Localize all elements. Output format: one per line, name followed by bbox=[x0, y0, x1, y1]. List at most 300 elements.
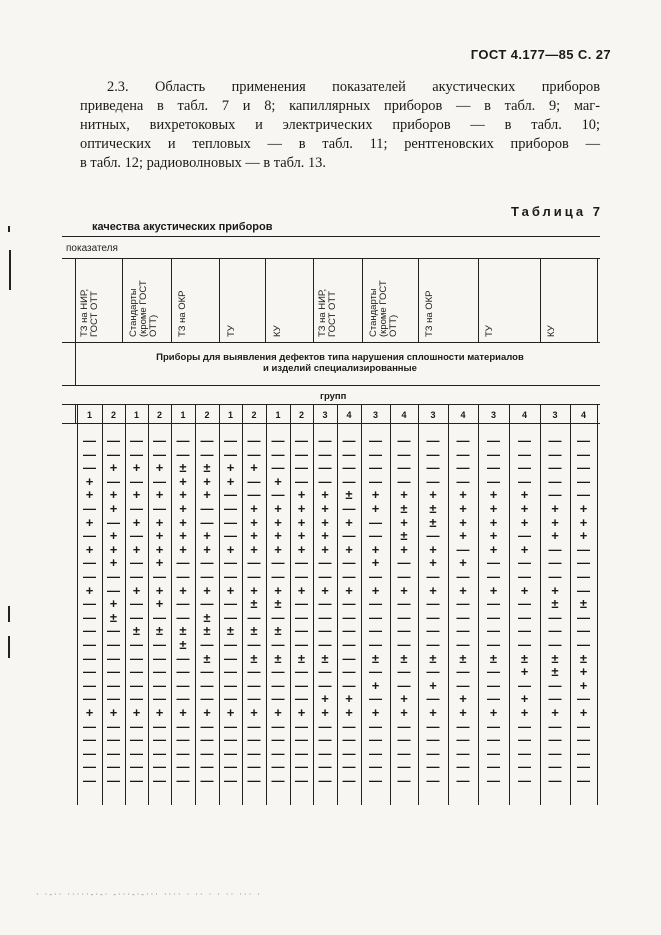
table-cell: — bbox=[487, 759, 500, 775]
table-cell: + bbox=[345, 514, 353, 530]
table-cell: — bbox=[200, 773, 214, 788]
table-cell: + bbox=[489, 487, 498, 503]
table-cell: — bbox=[295, 718, 308, 734]
table-cell: ± bbox=[226, 623, 235, 639]
table-cell: — bbox=[271, 487, 285, 503]
paragraph-line: нитных, вихретоковых и электрических приборов — в табл. 10; bbox=[80, 117, 600, 133]
table-cell: + bbox=[297, 541, 306, 557]
table-cell: — bbox=[83, 446, 96, 462]
table-cell: — bbox=[456, 745, 470, 761]
table-cell: + bbox=[85, 541, 94, 557]
table-rule bbox=[122, 258, 123, 342]
table-cell: + bbox=[459, 582, 467, 598]
table-cell: — bbox=[397, 555, 411, 571]
table-cell: — bbox=[518, 528, 531, 544]
table-cell: — bbox=[397, 677, 411, 693]
table-cell: — bbox=[200, 732, 214, 748]
table-cell: + bbox=[371, 555, 380, 571]
table-cell: — bbox=[295, 691, 308, 707]
table-rule bbox=[478, 258, 479, 342]
table-cell: — bbox=[456, 433, 470, 448]
table-cell: + bbox=[155, 705, 164, 720]
table-rule bbox=[540, 404, 541, 805]
column-number: 4 bbox=[346, 410, 352, 420]
table-cell: — bbox=[176, 691, 190, 707]
table-cell: — bbox=[107, 677, 120, 693]
table-cell: + bbox=[274, 582, 282, 598]
table-cell: — bbox=[397, 433, 411, 448]
table-cell: — bbox=[397, 569, 411, 584]
table-cell: — bbox=[107, 637, 120, 652]
table-cell: + bbox=[297, 514, 306, 530]
table-cell: — bbox=[176, 759, 190, 775]
table-cell: — bbox=[200, 677, 214, 693]
table-rule bbox=[390, 404, 391, 805]
table-cell: ± bbox=[250, 596, 258, 612]
table-cell: ± bbox=[179, 637, 187, 652]
table-cell: — bbox=[83, 759, 96, 775]
table-cell: — bbox=[200, 501, 214, 516]
page-header: ГОСТ 4.177—85 С. 27 bbox=[470, 47, 611, 62]
table-cell: — bbox=[518, 473, 531, 489]
table-cell: — bbox=[369, 637, 382, 652]
table-cell: — bbox=[224, 433, 237, 448]
table-cell: + bbox=[226, 460, 235, 476]
table-cell: ± bbox=[179, 623, 187, 639]
column-header: ТУ bbox=[226, 325, 237, 337]
table-cell: — bbox=[200, 596, 214, 612]
table-cell: — bbox=[247, 773, 261, 788]
table-cell: + bbox=[520, 541, 529, 557]
table-cell: + bbox=[551, 501, 559, 516]
table-cell: — bbox=[295, 555, 308, 571]
table-cell: — bbox=[107, 664, 120, 680]
table-cell: — bbox=[342, 650, 356, 666]
table-cell: — bbox=[153, 773, 166, 788]
table-cell: — bbox=[369, 528, 382, 544]
table-cell: — bbox=[577, 460, 590, 476]
table-cell: — bbox=[271, 718, 285, 734]
table-cell: + bbox=[250, 705, 258, 720]
table-cell: — bbox=[318, 609, 332, 625]
table-cell: + bbox=[520, 691, 529, 707]
table-cell: — bbox=[107, 718, 120, 734]
column-number: 1 bbox=[133, 410, 139, 420]
table-cell: + bbox=[489, 501, 498, 516]
table-cell: + bbox=[579, 528, 588, 544]
table-cell: — bbox=[153, 732, 166, 748]
table-cell: + bbox=[85, 582, 94, 598]
table-cell: — bbox=[83, 501, 96, 516]
table-cell: + bbox=[400, 487, 408, 503]
table-cell: — bbox=[397, 609, 411, 625]
table-cell: — bbox=[577, 745, 590, 761]
table-cell: — bbox=[548, 473, 562, 489]
table-cell: — bbox=[130, 528, 143, 544]
table-cell: — bbox=[577, 759, 590, 775]
table-cell: — bbox=[107, 650, 120, 666]
table-cell: — bbox=[224, 745, 237, 761]
table-caption: Таблица 7 bbox=[510, 204, 603, 219]
table-cell: ± bbox=[400, 650, 408, 666]
table-cell: — bbox=[397, 446, 411, 462]
table-cell: — bbox=[342, 569, 356, 584]
table-title: качества акустических приборов bbox=[92, 221, 273, 233]
table-cell: — bbox=[577, 732, 590, 748]
table-cell: — bbox=[83, 677, 96, 693]
table-cell: — bbox=[426, 569, 440, 584]
table-cell: — bbox=[487, 446, 500, 462]
table-cell: — bbox=[83, 569, 96, 584]
table-cell: + bbox=[459, 705, 467, 720]
paragraph-line: в табл. 12; радиоволновых — в табл. 13. bbox=[80, 155, 326, 171]
table-cell: — bbox=[342, 664, 356, 680]
table-cell: — bbox=[487, 555, 500, 571]
table-cell: — bbox=[200, 691, 214, 707]
table-cell: + bbox=[250, 582, 258, 598]
table-cell: + bbox=[274, 473, 282, 489]
table-cell: — bbox=[548, 555, 562, 571]
table-cell: — bbox=[224, 773, 237, 788]
table-cell: — bbox=[224, 528, 237, 544]
table-cell: — bbox=[487, 623, 500, 639]
table-cell: — bbox=[295, 773, 308, 788]
table-cell: — bbox=[518, 773, 531, 788]
table-cell: — bbox=[487, 473, 500, 489]
section-heading-line: Приборы для выявления дефектов типа нарушения сплошности материалов bbox=[156, 352, 524, 363]
table-cell: — bbox=[426, 745, 440, 761]
table-cell: + bbox=[203, 705, 211, 720]
table-cell: + bbox=[109, 460, 118, 476]
table-rule bbox=[265, 258, 266, 342]
table-cell: — bbox=[130, 501, 143, 516]
table-cell: — bbox=[369, 732, 382, 748]
table-cell: + bbox=[579, 514, 588, 530]
table-cell: ± bbox=[400, 501, 408, 516]
table-cell: + bbox=[459, 555, 467, 571]
table-cell: — bbox=[342, 637, 356, 652]
table-cell: — bbox=[130, 664, 143, 680]
table-cell: — bbox=[548, 745, 562, 761]
table-cell: — bbox=[130, 677, 143, 693]
table-cell: — bbox=[83, 664, 96, 680]
table-cell: ± bbox=[400, 528, 408, 544]
table-cell: — bbox=[176, 677, 190, 693]
table-cell: + bbox=[321, 691, 329, 707]
table-cell: — bbox=[130, 433, 143, 448]
table-cell: + bbox=[371, 501, 380, 516]
table-cell: — bbox=[130, 473, 143, 489]
table-cell: + bbox=[179, 501, 187, 516]
table-cell: — bbox=[342, 623, 356, 639]
table-cell: — bbox=[271, 460, 285, 476]
table-cell: — bbox=[247, 555, 261, 571]
table-cell: — bbox=[318, 773, 332, 788]
table-cell: + bbox=[400, 582, 408, 598]
table-cell: ± bbox=[321, 650, 329, 666]
table-cell: — bbox=[369, 691, 382, 707]
table-cell: — bbox=[318, 759, 332, 775]
table-rule bbox=[171, 404, 172, 805]
table-cell: — bbox=[518, 759, 531, 775]
table-cell: — bbox=[456, 718, 470, 734]
table-cell: — bbox=[456, 460, 470, 476]
column-header: ТУ bbox=[484, 325, 495, 337]
table-cell: ± bbox=[579, 650, 588, 666]
table-cell: — bbox=[456, 773, 470, 788]
table-cell: ± bbox=[345, 487, 353, 503]
table-cell: — bbox=[176, 650, 190, 666]
table-cell: — bbox=[200, 664, 214, 680]
table-cell: — bbox=[247, 609, 261, 625]
margin-mark bbox=[8, 606, 10, 622]
table-cell: — bbox=[577, 433, 590, 448]
table-cell: ± bbox=[551, 596, 559, 612]
table-cell: — bbox=[224, 691, 237, 707]
table-rule bbox=[219, 258, 220, 342]
table-cell: — bbox=[224, 637, 237, 652]
table-rule bbox=[171, 258, 172, 342]
table-cell: — bbox=[83, 773, 96, 788]
column-header: КУ bbox=[272, 325, 283, 337]
table-cell: — bbox=[295, 609, 308, 625]
column-number: 3 bbox=[490, 410, 496, 420]
table-cell: — bbox=[318, 745, 332, 761]
table-cell: — bbox=[518, 637, 531, 652]
table-cell: — bbox=[247, 691, 261, 707]
table-cell: + bbox=[579, 677, 588, 693]
table-cell: + bbox=[297, 487, 306, 503]
table-cell: — bbox=[342, 446, 356, 462]
table-cell: — bbox=[200, 514, 214, 530]
table-cell: — bbox=[130, 569, 143, 584]
table-cell: — bbox=[318, 664, 332, 680]
table-cell: — bbox=[247, 664, 261, 680]
table-cell: — bbox=[107, 514, 120, 530]
table-cell: — bbox=[295, 732, 308, 748]
table-cell: + bbox=[321, 501, 329, 516]
table-cell: + bbox=[132, 487, 141, 503]
table-cell: — bbox=[295, 433, 308, 448]
table-cell: + bbox=[155, 541, 164, 557]
table-cell: — bbox=[83, 637, 96, 652]
table-cell: — bbox=[369, 745, 382, 761]
table-cell: + bbox=[551, 705, 559, 720]
table-cell: + bbox=[226, 473, 235, 489]
table-cell: + bbox=[179, 705, 187, 720]
table-cell: + bbox=[489, 541, 498, 557]
table-cell: — bbox=[456, 596, 470, 612]
table-cell: — bbox=[518, 718, 531, 734]
table-cell: + bbox=[400, 705, 408, 720]
table-cell: + bbox=[226, 582, 235, 598]
table-cell: — bbox=[369, 460, 382, 476]
table-cell: + bbox=[321, 582, 329, 598]
table-cell: — bbox=[130, 555, 143, 571]
table-cell: — bbox=[397, 460, 411, 476]
table-cell: — bbox=[426, 623, 440, 639]
table-cell: + bbox=[179, 528, 187, 544]
table-cell: ± bbox=[551, 664, 559, 680]
table-rule bbox=[597, 258, 598, 342]
table-cell: — bbox=[548, 691, 562, 707]
table-cell: ± bbox=[203, 460, 211, 476]
table-cell: + bbox=[371, 487, 380, 503]
table-cell: — bbox=[397, 773, 411, 788]
table-cell: — bbox=[271, 759, 285, 775]
table-cell: — bbox=[577, 446, 590, 462]
table-cell: + bbox=[250, 460, 258, 476]
table-cell: + bbox=[203, 582, 211, 598]
column-number: 1 bbox=[227, 410, 233, 420]
table-cell: — bbox=[271, 745, 285, 761]
table-rule bbox=[62, 423, 600, 424]
table-cell: ± bbox=[551, 650, 559, 666]
table-cell: — bbox=[247, 446, 261, 462]
table-cell: + bbox=[203, 473, 211, 489]
table-cell: — bbox=[153, 433, 166, 448]
table-cell: + bbox=[345, 691, 353, 707]
table-cell: — bbox=[487, 637, 500, 652]
table-rule bbox=[540, 258, 541, 342]
table-cell: + bbox=[274, 514, 282, 530]
column-number: 1 bbox=[275, 410, 281, 420]
table-cell: — bbox=[369, 569, 382, 584]
table-cell: — bbox=[107, 433, 120, 448]
table-cell: — bbox=[271, 569, 285, 584]
table-cell: — bbox=[518, 446, 531, 462]
table-cell: — bbox=[130, 718, 143, 734]
table-cell: — bbox=[224, 596, 237, 612]
table-cell: — bbox=[107, 582, 120, 598]
table-cell: — bbox=[397, 718, 411, 734]
paragraph-line: 2.3. Область применения показателей акустических приборов bbox=[107, 79, 600, 95]
table-cell: + bbox=[250, 541, 258, 557]
table-cell: + bbox=[371, 705, 380, 720]
table-cell: — bbox=[295, 759, 308, 775]
table-cell: — bbox=[548, 623, 562, 639]
table-cell: + bbox=[429, 541, 437, 557]
table-cell: ± bbox=[203, 623, 211, 639]
table-cell: + bbox=[132, 582, 141, 598]
table-cell: — bbox=[176, 596, 190, 612]
table-cell: ± bbox=[132, 623, 141, 639]
table-cell: — bbox=[200, 433, 214, 448]
table-rule bbox=[313, 258, 314, 342]
column-header: КУ bbox=[546, 325, 557, 337]
table-cell: + bbox=[345, 582, 353, 598]
table-cell: — bbox=[153, 446, 166, 462]
table-cell: — bbox=[130, 691, 143, 707]
table-cell: — bbox=[200, 759, 214, 775]
table-cell: + bbox=[85, 514, 94, 530]
table-cell: — bbox=[83, 718, 96, 734]
table-cell: — bbox=[224, 446, 237, 462]
table-cell: + bbox=[520, 514, 529, 530]
table-cell: — bbox=[487, 569, 500, 584]
table-cell: + bbox=[132, 705, 141, 720]
table-cell: — bbox=[107, 623, 120, 639]
table-cell: — bbox=[153, 501, 166, 516]
table-cell: + bbox=[203, 528, 211, 544]
table-cell: — bbox=[456, 623, 470, 639]
table-cell: — bbox=[342, 555, 356, 571]
table-cell: — bbox=[153, 745, 166, 761]
table-cell: + bbox=[520, 664, 529, 680]
table-rule bbox=[75, 258, 76, 342]
table-cell: — bbox=[342, 528, 356, 544]
table-cell: ± bbox=[109, 609, 118, 625]
table-cell: — bbox=[548, 718, 562, 734]
table-rule bbox=[597, 404, 598, 805]
table-cell: — bbox=[318, 433, 332, 448]
table-cell: — bbox=[397, 637, 411, 652]
table-cell: — bbox=[224, 555, 237, 571]
table-cell: — bbox=[295, 745, 308, 761]
table-cell: — bbox=[518, 596, 531, 612]
table-cell: — bbox=[271, 691, 285, 707]
table-cell: + bbox=[132, 541, 141, 557]
header-fragment: показателя bbox=[66, 243, 118, 254]
table-cell: — bbox=[247, 718, 261, 734]
table-cell: — bbox=[200, 555, 214, 571]
table-cell: — bbox=[487, 609, 500, 625]
table-cell: ± bbox=[274, 650, 282, 666]
table-cell: — bbox=[487, 732, 500, 748]
table-cell: — bbox=[426, 460, 440, 476]
table-cell: — bbox=[577, 691, 590, 707]
table-cell: — bbox=[318, 446, 332, 462]
table-cell: — bbox=[369, 473, 382, 489]
table-cell: — bbox=[577, 773, 590, 788]
table-cell: + bbox=[109, 555, 118, 571]
table-cell: — bbox=[83, 691, 96, 707]
table-cell: — bbox=[456, 637, 470, 652]
table-cell: + bbox=[371, 541, 380, 557]
table-cell: + bbox=[551, 528, 559, 544]
table-cell: — bbox=[518, 460, 531, 476]
table-cell: + bbox=[155, 582, 164, 598]
table-cell: — bbox=[176, 569, 190, 584]
table-cell: + bbox=[109, 596, 118, 612]
table-cell: — bbox=[342, 460, 356, 476]
table-cell: — bbox=[224, 609, 237, 625]
table-cell: ± bbox=[579, 596, 588, 612]
table-cell: — bbox=[426, 446, 440, 462]
table-cell: — bbox=[318, 473, 332, 489]
table-cell: + bbox=[400, 541, 408, 557]
table-cell: + bbox=[429, 705, 437, 720]
table-cell: + bbox=[489, 528, 498, 544]
column-number: 2 bbox=[156, 410, 162, 420]
table-cell: — bbox=[426, 732, 440, 748]
table-cell: — bbox=[518, 609, 531, 625]
table-cell: — bbox=[176, 745, 190, 761]
table-cell: — bbox=[83, 650, 96, 666]
table-cell: + bbox=[155, 555, 164, 571]
table-cell: — bbox=[153, 473, 166, 489]
table-cell: — bbox=[295, 623, 308, 639]
table-cell: — bbox=[153, 569, 166, 584]
column-number: 4 bbox=[401, 410, 407, 420]
table-cell: — bbox=[369, 609, 382, 625]
table-rule bbox=[62, 404, 600, 405]
table-cell: + bbox=[345, 705, 353, 720]
table-cell: — bbox=[107, 569, 120, 584]
table-cell: — bbox=[176, 433, 190, 448]
table-cell: — bbox=[518, 569, 531, 584]
table-cell: — bbox=[318, 623, 332, 639]
